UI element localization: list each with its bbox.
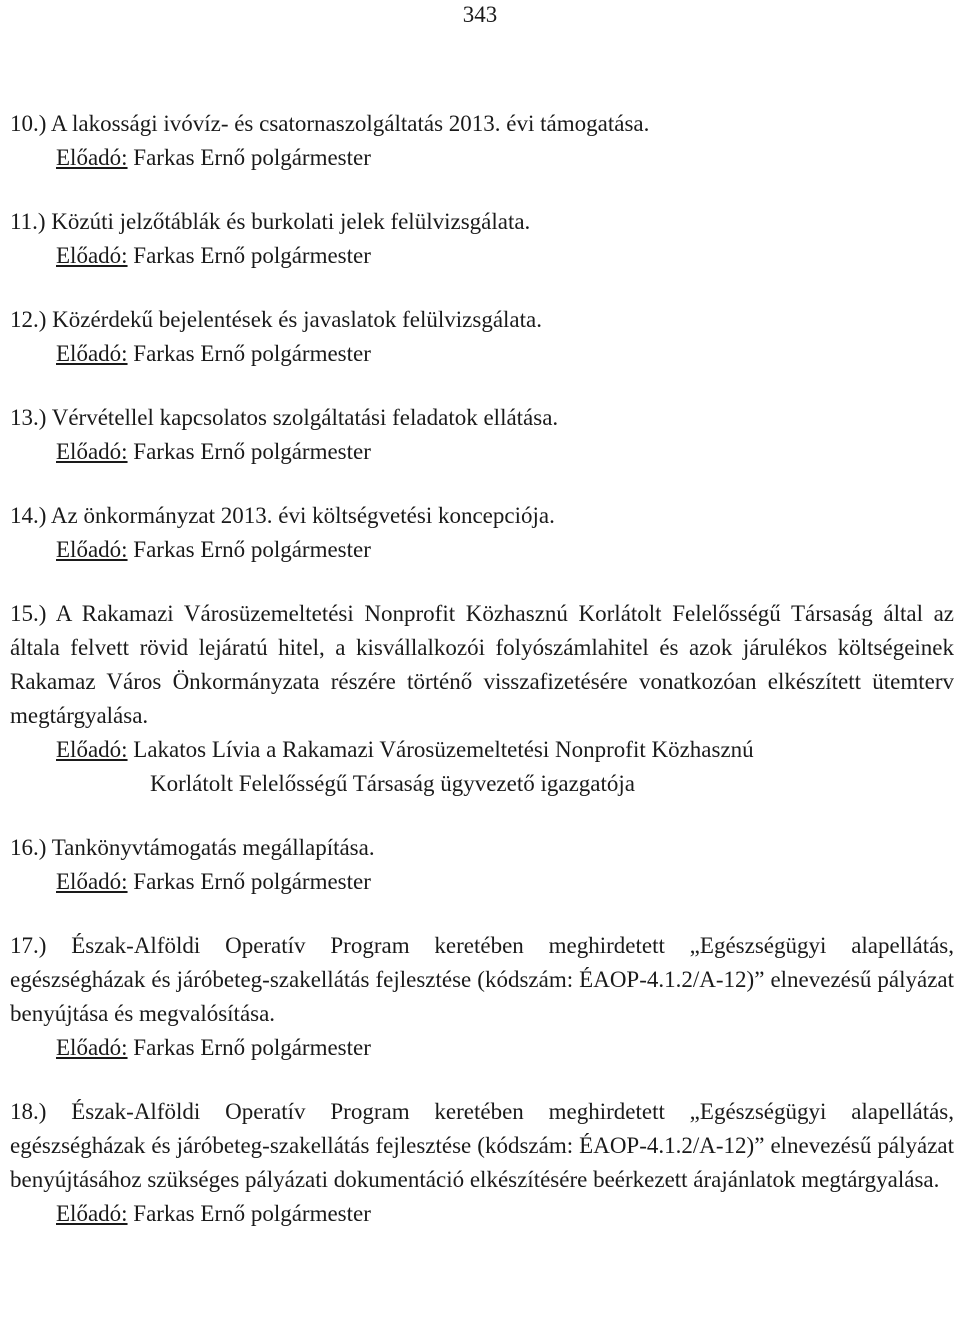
presenter-label: Előadó: xyxy=(56,341,128,366)
presenter-label: Előadó: xyxy=(56,869,128,894)
agenda-item-presenter-continuation: Korlátolt Felelősségű Társaság ügyvezető igazgatója xyxy=(150,771,635,796)
presenter-label: Előadó: xyxy=(56,1035,128,1060)
agenda-item-title: 15.) A Rakamazi Városüzemeltetési Nonprofit Közhasznú Korlátolt Felelősségű Társaság által az általa felvett rövid lejáratú hitel, a kisvállalkozói folyószámlahitel és azok járulékos költségeinek Rakamaz Város Önkormányzata részére történő visszafizetésére vonatkozóan elkészített ütemterv megtárgyalása. xyxy=(10,601,954,728)
agenda-item-presenter xyxy=(10,733,954,767)
agenda-item-presenter xyxy=(10,1031,954,1065)
agenda-item-title: 17.) Észak-Alföldi Operatív Program keretében meghirdetett „Egészségügyi alapellátás, egészségházak és járóbeteg-szakellátás fejlesztése (kódszám: ÉAOP-4.1.2/A-12)” elnevezésű pályázat benyújtása és megvalósítása. xyxy=(10,933,954,1026)
presenter-label: Előadó: xyxy=(56,439,128,464)
agenda-list xyxy=(10,107,954,1261)
agenda-item-presenter xyxy=(10,337,954,371)
presenter-name: Farkas Ernő polgármester xyxy=(133,439,371,464)
agenda-item-presenter xyxy=(10,865,954,899)
presenter-label: Előadó: xyxy=(56,1201,128,1226)
presenter-name: Farkas Ernő polgármester xyxy=(133,145,371,170)
agenda-item-presenter xyxy=(10,533,954,567)
agenda-item-13 xyxy=(10,401,954,469)
agenda-item-title: 14.) Az önkormányzat 2013. évi költségvetési koncepciója. xyxy=(10,503,555,528)
agenda-item-title: 16.) Tankönyvtámogatás megállapítása. xyxy=(10,835,375,860)
presenter-name: Farkas Ernő polgármester xyxy=(133,243,371,268)
agenda-item-presenter xyxy=(10,1197,954,1231)
agenda-item-18 xyxy=(10,1095,954,1231)
presenter-name: Farkas Ernő polgármester xyxy=(133,1035,371,1060)
agenda-item-15 xyxy=(10,597,954,801)
agenda-item-title: 18.) Észak-Alföldi Operatív Program keretében meghirdetett „Egészségügyi alapellátás, egészségházak és járóbeteg-szakellátás fejlesztése (kódszám: ÉAOP-4.1.2/A-12)” elnevezésű pályázat benyújtásához szükséges pályázati dokumentáció elkészítésére beérkezett árajánlatok megtárgyalása. xyxy=(10,1099,954,1192)
agenda-item-title: 11.) Közúti jelzőtáblák és burkolati jelek felülvizsgálata. xyxy=(10,209,531,234)
agenda-item-presenter xyxy=(10,141,954,175)
agenda-item-10 xyxy=(10,107,954,175)
presenter-label: Előadó: xyxy=(56,145,128,170)
agenda-item-title: 10.) A lakossági ivóvíz- és csatornaszolgáltatás 2013. évi támogatása. xyxy=(10,111,650,136)
agenda-item-11 xyxy=(10,205,954,273)
presenter-name: Farkas Ernő polgármester xyxy=(133,869,371,894)
agenda-item-title: 12.) Közérdekű bejelentések és javaslatok felülvizsgálata. xyxy=(10,307,542,332)
agenda-item-presenter xyxy=(10,239,954,273)
agenda-item-14 xyxy=(10,499,954,567)
agenda-item-title: 13.) Vérvétellel kapcsolatos szolgáltatási feladatok ellátása. xyxy=(10,405,559,430)
agenda-item-presenter xyxy=(10,435,954,469)
page-number: 343 xyxy=(462,2,498,27)
presenter-label: Előadó: xyxy=(56,537,128,562)
presenter-name: Farkas Ernő polgármester xyxy=(133,1201,371,1226)
agenda-item-12 xyxy=(10,303,954,371)
presenter-label: Előadó: xyxy=(56,737,128,762)
presenter-name: Farkas Ernő polgármester xyxy=(133,341,371,366)
agenda-item-17 xyxy=(10,929,954,1065)
presenter-name: Lakatos Lívia a Rakamazi Városüzemeltetési Nonprofit Közhasznú xyxy=(133,737,754,762)
agenda-item-16 xyxy=(10,831,954,899)
presenter-name: Farkas Ernő polgármester xyxy=(133,537,371,562)
presenter-label: Előadó: xyxy=(56,243,128,268)
